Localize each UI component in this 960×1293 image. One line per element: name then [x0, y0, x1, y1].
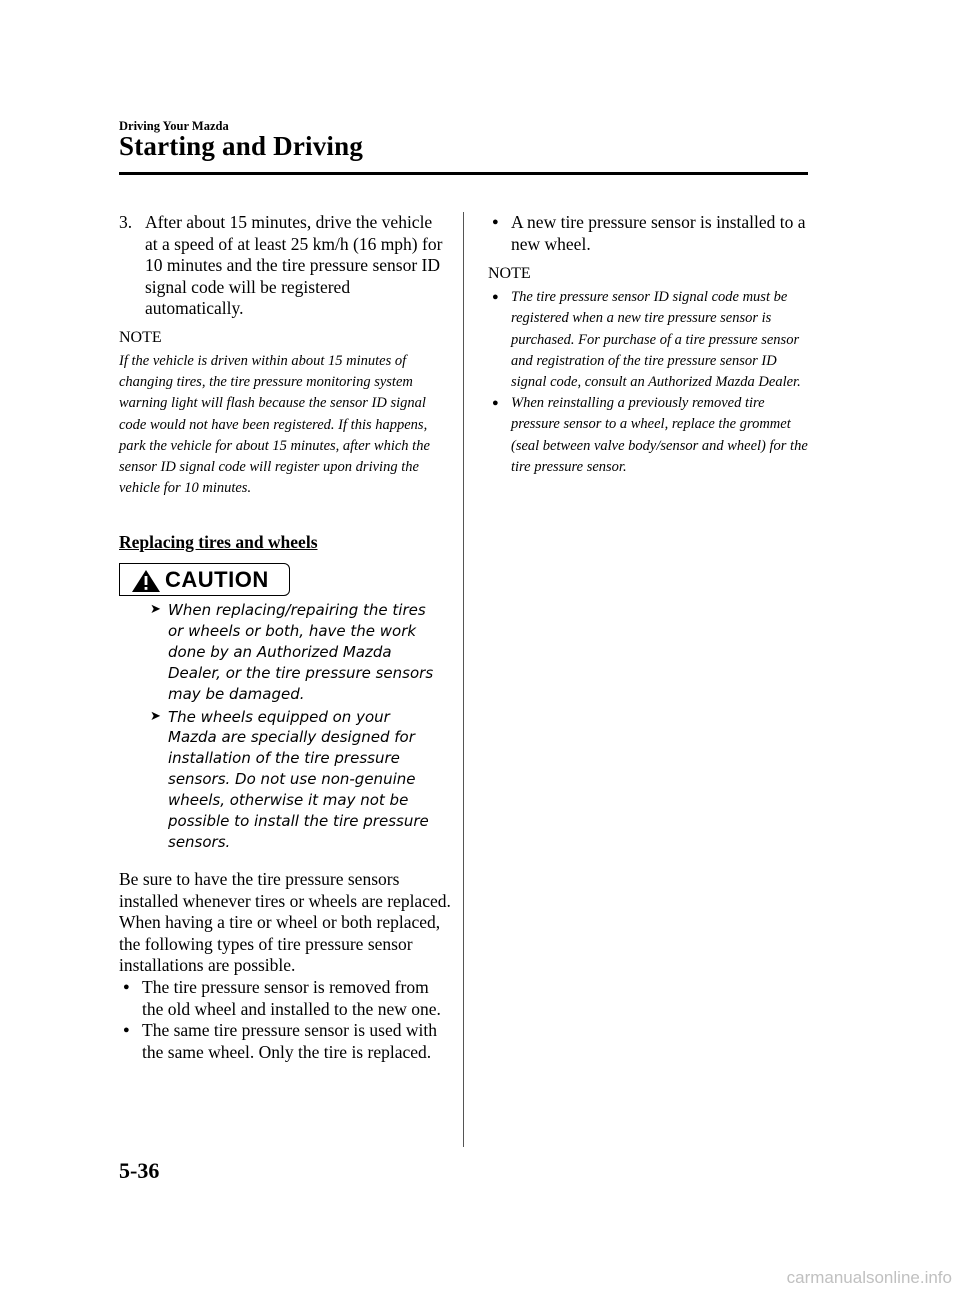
bullet-dot-icon: ● [492, 216, 499, 228]
page-number: 5-36 [119, 1158, 160, 1183]
caution-label: CAUTION [165, 567, 269, 592]
list-item-text: The tire pressure sensor is removed from the old wheel and installed to the new one. [142, 976, 441, 1019]
note-item [488, 393, 810, 478]
bullet-dot-icon: ● [123, 980, 130, 993]
body-paragraphs [119, 869, 454, 1063]
caution-item [150, 600, 440, 705]
note-block-1 [119, 329, 449, 499]
list-item [119, 1020, 454, 1063]
paragraph-1: Be sure to have the tire pressure sensors installed whenever tires or wheels are replaced. [119, 869, 451, 911]
list-item [119, 977, 454, 1020]
list-item-text: The same tire pressure sensor is used with the same wheel. Only the tire is replaced. [142, 1020, 437, 1062]
note-item-text: When reinstalling a previously removed tire pressure sensor to a wheel, replace the grommet (seal between valve body/sensor and wheel) for the tire pressure sensor. [511, 395, 808, 475]
note-item-text: The tire pressure sensor ID signal code must be registered when a new tire pressure sensor is purchased. For purchase of a tire pressure sensor and registration of the tire pressure sensor ID signal code, consult an Authorized Mazda Dealer. [511, 289, 801, 390]
paragraph-2: When having a tire or wheel or both replaced, the following types of tire pressure sensor installations are possible. [119, 912, 441, 976]
list-item-text: A new tire pressure sensor is installed to a new wheel. [511, 212, 806, 254]
list-item [488, 212, 810, 255]
chapter-title: Starting and Driving [119, 131, 364, 161]
caution-item-text: When replacing/repairing the tires or wheels or both, have the work done by an Authorized Mazda Dealer, or the tire pressure sensors may be damaged. [168, 601, 434, 703]
header-rule [119, 172, 808, 175]
step-text: After about 15 minutes, drive the vehicle at a speed of at least 25 km/h (16 mph) for 10 minutes and the tire pressure sensor ID signal code will be registered automatically. [145, 212, 443, 319]
caution-item [150, 707, 440, 853]
warning-triangle-icon [131, 569, 161, 593]
note-label: NOTE [119, 329, 162, 346]
note-label: NOTE [488, 265, 531, 283]
bullet-dot-icon: ● [492, 291, 499, 304]
column-divider [463, 212, 464, 1147]
note-text: If the vehicle is driven within about 15 minutes of changing tires, the tire pressure monitoring system warning light will flash because the sensor ID signal code would not have been registered. If this happens, park the vehicle for about 15 minutes, after which the sensor ID signal code will register upon driving the vehicle for 10 minutes. [119, 353, 430, 497]
section-label: Driving Your Mazda [119, 119, 229, 133]
arrow-head-icon: ➤ [150, 602, 161, 617]
step-number: 3. [119, 212, 133, 232]
watermark: carmanualsonline.info [786, 1268, 952, 1287]
arrow-head-icon: ➤ [150, 708, 161, 724]
step-3 [119, 212, 449, 322]
bullet-dot-icon: ● [492, 397, 499, 410]
bullet-dot-icon: ● [123, 1024, 130, 1037]
note-item [488, 287, 810, 393]
caution-list [150, 600, 440, 855]
subheading-replacing-tires: Replacing tires and wheels [119, 532, 318, 552]
right-column [488, 212, 810, 478]
caution-item-text: The wheels equipped on your Mazda are specially designed for installation of the tire pressure sensors. Do not use non-genuine wheels, otherwise it may not be possible to install the tire pressure sensors. [168, 707, 429, 851]
